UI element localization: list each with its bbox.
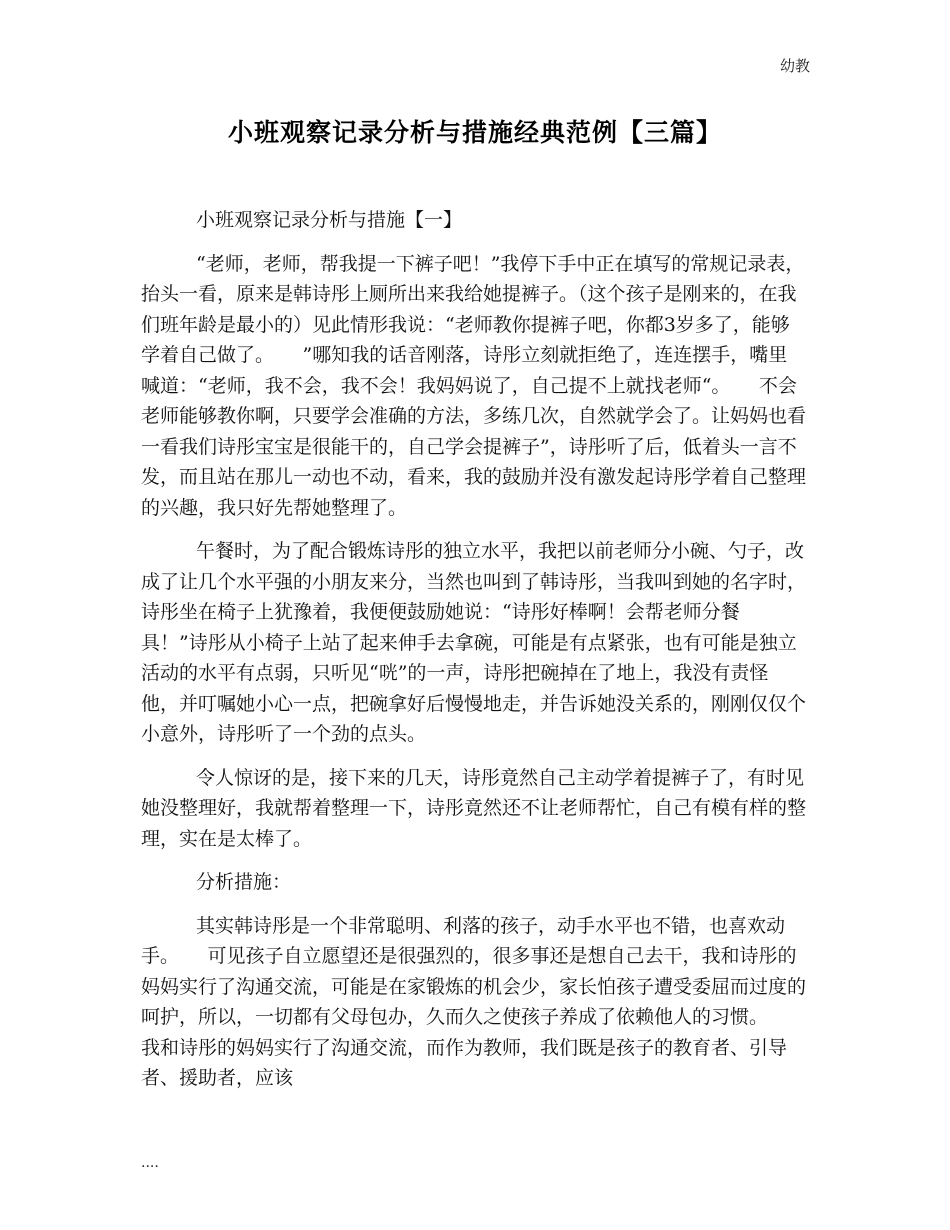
document-body — [141, 205, 806, 1107]
paragraph-2: 午餐时，为了配合锻炼诗彤的独立水平，我把以前老师分小碗、勺子，改成了让几个水平强的小朋友来分，当然也叫到了韩诗彤，当我叫到她的名字时，诗彤坐在椅子上犹豫着，我便便鼓励她说：“诗彤好棒啊！会帮老师分餐具！”诗彤从小椅子上站了起来伸手去拿碗，可能是有点紧张，也有可能是独立活动的水平有点弱，只听见“咣”的一声，诗彤把碗掉在了地上，我没有责怪他，并叮嘱她小心一点，把碗拿好后慢慢地走，并告诉她没关系的，刚刚仅仅个小意外，诗彤听了一个劲的点头。 — [141, 540, 807, 745]
section-heading: 小班观察记录分析与措施【一】 — [196, 209, 463, 231]
header-category-tag: 幼教 — [779, 57, 810, 75]
paragraph-4: 其实韩诗彤是一个非常聪明、利落的孩子，动手水平也不错，也喜欢动手。 可见孩子自立愿望还是很强烈的，很多事还是想自己去干，我和诗彤的妈妈实行了沟通交流，可能是在家锻炼的机会少，家长怕孩子遭受委屈而过度的呵护，所以，一切都有父母包办，久而久之使孩子养成了依赖他人的习惯。 我和诗彤的妈妈实行了沟通交流，而作为教师，我们既是孩子的教育者、引导者、援助者，应该 — [141, 914, 807, 1089]
document-title: 小班观察记录分析与措施经典范例【三篇】 — [227, 118, 722, 147]
analysis-heading: 分析措施： — [196, 871, 292, 893]
paragraph-3: 令人惊讶的是，接下来的几天，诗彤竟然自己主动学着提裤子了，有时见她没整理好，我就帮着整理一下，诗彤竟然还不让老师帮忙，自己有模有样的整理，实在是太棒了。 — [141, 766, 807, 850]
paragraph-1: “老师，老师，帮我提一下裤子吧！”我停下手中正在填写的常规记录表，抬头一看，原来是韩诗彤上厕所出来我给她提裤子。（这个孩子是刚来的，在我们班年龄是最小的）见此情形我说：“老师教你提裤子吧，你都3岁多了，能够学着自己做了。 ”哪知我的话音刚落，诗彤立刻就拒绝了，连连摆手，嘴里喊道：“老师，我不会，我不会！我妈妈说了，自己提不上就找老师“。 不会老师能够教你啊，只要学会准确的方法，多练几次，自然就学会了。让妈妈也看一看我们诗彤宝宝是很能干的，自己学会提裤子”，诗彤听了后，低着头一言不发，而且站在那儿一动也不动，看来，我的鼓励并没有激发起诗彤学着自己整理的兴趣，我只好先帮她整理了。 — [141, 252, 807, 519]
footer-ellipsis: .... — [141, 1155, 159, 1171]
